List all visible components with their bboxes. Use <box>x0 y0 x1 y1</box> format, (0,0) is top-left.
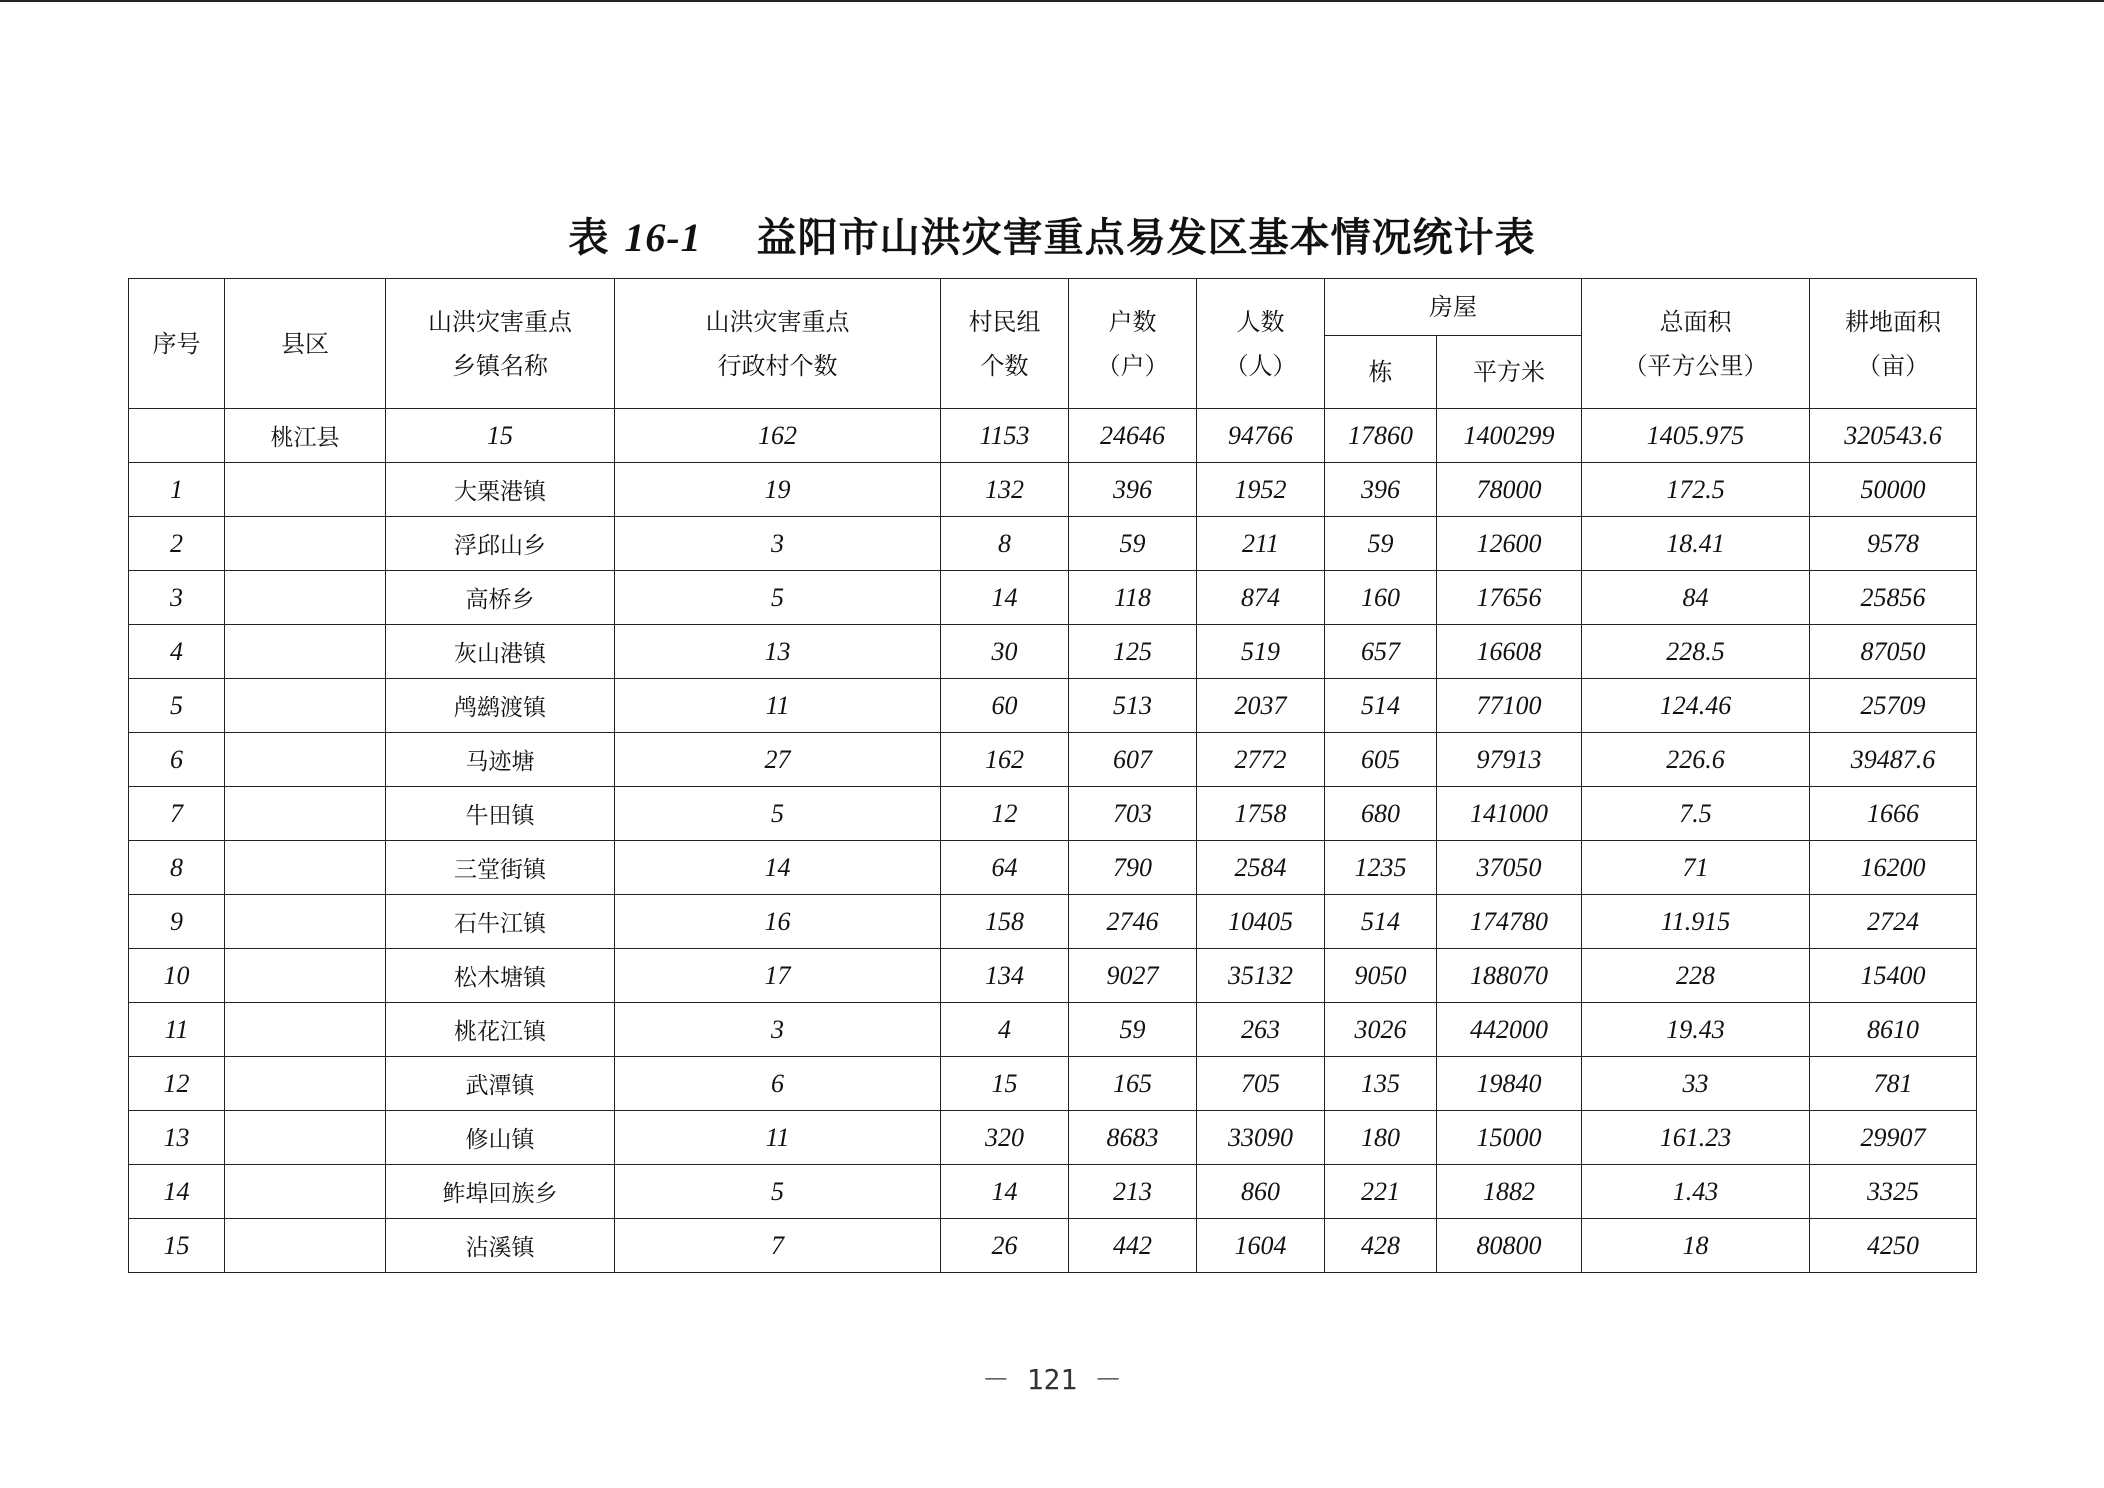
cell-villages: 162 <box>615 409 941 463</box>
cell-county <box>225 517 386 571</box>
header-groups <box>941 279 1069 409</box>
cell-households: 607 <box>1069 733 1197 787</box>
header-groups-line2: 个数 <box>980 351 1029 380</box>
cell-seq: 2 <box>129 517 225 571</box>
cell-buildings: 514 <box>1325 679 1437 733</box>
cell-population: 860 <box>1197 1165 1325 1219</box>
cell-seq: 4 <box>129 625 225 679</box>
cell-seq: 9 <box>129 895 225 949</box>
cell-county <box>225 625 386 679</box>
cell-villages: 5 <box>615 787 941 841</box>
header-population-line2: （人） <box>1224 351 1297 380</box>
cell-area: 33 <box>1582 1057 1810 1111</box>
cell-farmland: 1666 <box>1810 787 1977 841</box>
cell-households: 165 <box>1069 1057 1197 1111</box>
cell-villages: 11 <box>615 679 941 733</box>
header-area <box>1582 279 1810 409</box>
table-row <box>129 517 1977 571</box>
cell-households: 9027 <box>1069 949 1197 1003</box>
header-farmland-line2: （亩） <box>1857 351 1929 380</box>
cell-buildings: 657 <box>1325 625 1437 679</box>
header-area-line1: 总面积 <box>1659 307 1732 336</box>
cell-area: 1405.975 <box>1582 409 1810 463</box>
cell-households: 790 <box>1069 841 1197 895</box>
header-village-count-line1: 山洪灾害重点 <box>705 307 850 336</box>
cell-county <box>225 841 386 895</box>
cell-sqm: 188070 <box>1437 949 1582 1003</box>
cell-population: 33090 <box>1197 1111 1325 1165</box>
cell-households: 118 <box>1069 571 1197 625</box>
cell-villages: 3 <box>615 1003 941 1057</box>
cell-town: 松木塘镇 <box>386 949 615 1003</box>
cell-villages: 16 <box>615 895 941 949</box>
cell-sqm: 1400299 <box>1437 409 1582 463</box>
cell-villages: 19 <box>615 463 941 517</box>
cell-county <box>225 1003 386 1057</box>
cell-population: 35132 <box>1197 949 1325 1003</box>
cell-area: 7.5 <box>1582 787 1810 841</box>
cell-population: 1604 <box>1197 1219 1325 1273</box>
cell-groups: 14 <box>941 1165 1069 1219</box>
cell-county <box>225 1219 386 1273</box>
cell-town: 马迹塘 <box>386 733 615 787</box>
table-row <box>129 949 1977 1003</box>
cell-buildings: 1235 <box>1325 841 1437 895</box>
cell-area: 1.43 <box>1582 1165 1810 1219</box>
cell-population: 1758 <box>1197 787 1325 841</box>
cell-county <box>225 733 386 787</box>
cell-town: 大栗港镇 <box>386 463 615 517</box>
cell-town: 石牛江镇 <box>386 895 615 949</box>
cell-area: 226.6 <box>1582 733 1810 787</box>
cell-seq: 8 <box>129 841 225 895</box>
cell-population: 705 <box>1197 1057 1325 1111</box>
cell-buildings: 135 <box>1325 1057 1437 1111</box>
cell-households: 59 <box>1069 1003 1197 1057</box>
cell-groups: 30 <box>941 625 1069 679</box>
cell-seq: 14 <box>129 1165 225 1219</box>
cell-town: 三堂街镇 <box>386 841 615 895</box>
cell-population: 2584 <box>1197 841 1325 895</box>
cell-buildings: 180 <box>1325 1111 1437 1165</box>
cell-county <box>225 895 386 949</box>
cell-farmland: 29907 <box>1810 1111 1977 1165</box>
header-housing-sqm-label: 平方米 <box>1473 358 1545 386</box>
cell-groups: 320 <box>941 1111 1069 1165</box>
cell-seq: 7 <box>129 787 225 841</box>
cell-county <box>225 571 386 625</box>
cell-town: 鸬鹚渡镇 <box>386 679 615 733</box>
cell-groups: 15 <box>941 1057 1069 1111</box>
cell-groups: 132 <box>941 463 1069 517</box>
cell-households: 513 <box>1069 679 1197 733</box>
cell-county <box>225 949 386 1003</box>
header-town-name-line1: 山洪灾害重点 <box>428 307 572 336</box>
cell-households: 213 <box>1069 1165 1197 1219</box>
cell-sqm: 15000 <box>1437 1111 1582 1165</box>
cell-town: 15 <box>386 409 615 463</box>
table-body <box>129 409 1977 1273</box>
cell-households: 2746 <box>1069 895 1197 949</box>
cell-villages: 5 <box>615 571 941 625</box>
cell-groups: 26 <box>941 1219 1069 1273</box>
table-row <box>129 733 1977 787</box>
cell-sqm: 19840 <box>1437 1057 1582 1111</box>
cell-seq: 15 <box>129 1219 225 1273</box>
table-title-label: 表 <box>568 214 610 261</box>
table-row <box>129 625 1977 679</box>
cell-groups: 158 <box>941 895 1069 949</box>
cell-sqm: 17656 <box>1437 571 1582 625</box>
cell-farmland: 25856 <box>1810 571 1977 625</box>
cell-county <box>225 787 386 841</box>
cell-sqm: 37050 <box>1437 841 1582 895</box>
cell-sqm: 141000 <box>1437 787 1582 841</box>
cell-villages: 14 <box>615 841 941 895</box>
cell-area: 18.41 <box>1582 517 1810 571</box>
cell-sqm: 1882 <box>1437 1165 1582 1219</box>
cell-county <box>225 679 386 733</box>
cell-villages: 5 <box>615 1165 941 1219</box>
cell-population: 263 <box>1197 1003 1325 1057</box>
cell-farmland: 2724 <box>1810 895 1977 949</box>
header-households-line1: 户数 <box>1108 307 1157 336</box>
top-rule <box>0 0 2104 2</box>
cell-villages: 17 <box>615 949 941 1003</box>
header-village-count <box>615 279 941 409</box>
cell-farmland: 50000 <box>1810 463 1977 517</box>
cell-population: 211 <box>1197 517 1325 571</box>
header-households-line2: （户） <box>1096 351 1169 380</box>
cell-seq: 11 <box>129 1003 225 1057</box>
table-row <box>129 1219 1977 1273</box>
header-households <box>1069 279 1197 409</box>
cell-town: 鲊埠回族乡 <box>386 1165 615 1219</box>
cell-seq: 10 <box>129 949 225 1003</box>
cell-area: 161.23 <box>1582 1111 1810 1165</box>
cell-farmland: 16200 <box>1810 841 1977 895</box>
cell-groups: 134 <box>941 949 1069 1003</box>
header-town-name <box>386 279 615 409</box>
table-row <box>129 787 1977 841</box>
cell-buildings: 3026 <box>1325 1003 1437 1057</box>
cell-area: 11.915 <box>1582 895 1810 949</box>
cell-farmland: 8610 <box>1810 1003 1977 1057</box>
cell-sqm: 16608 <box>1437 625 1582 679</box>
cell-sqm: 80800 <box>1437 1219 1582 1273</box>
table-title-text: 益阳市山洪灾害重点易发区基本情况统计表 <box>756 214 1536 261</box>
cell-farmland: 781 <box>1810 1057 1977 1111</box>
cell-households: 125 <box>1069 625 1197 679</box>
cell-buildings: 59 <box>1325 517 1437 571</box>
cell-buildings: 17860 <box>1325 409 1437 463</box>
header-housing-buildings <box>1325 336 1437 409</box>
cell-villages: 27 <box>615 733 941 787</box>
cell-buildings: 514 <box>1325 895 1437 949</box>
cell-groups: 162 <box>941 733 1069 787</box>
cell-households: 59 <box>1069 517 1197 571</box>
cell-groups: 14 <box>941 571 1069 625</box>
header-seq-label: 序号 <box>152 329 201 358</box>
table-row <box>129 463 1977 517</box>
table-title-number: 16-1 <box>624 215 702 260</box>
table-row <box>129 679 1977 733</box>
cell-households: 396 <box>1069 463 1197 517</box>
cell-sqm: 442000 <box>1437 1003 1582 1057</box>
header-county-label: 县区 <box>281 329 329 358</box>
table-row <box>129 1111 1977 1165</box>
table-title <box>0 208 2104 268</box>
cell-villages: 6 <box>615 1057 941 1111</box>
cell-farmland: 320543.6 <box>1810 409 1977 463</box>
cell-town: 武潭镇 <box>386 1057 615 1111</box>
table-row <box>129 1003 1977 1057</box>
table-row <box>129 571 1977 625</box>
cell-town: 桃花江镇 <box>386 1003 615 1057</box>
cell-seq <box>129 409 225 463</box>
cell-groups: 8 <box>941 517 1069 571</box>
cell-population: 874 <box>1197 571 1325 625</box>
cell-buildings: 605 <box>1325 733 1437 787</box>
cell-seq: 6 <box>129 733 225 787</box>
header-housing-buildings-label: 栋 <box>1368 358 1393 386</box>
cell-county <box>225 463 386 517</box>
cell-town: 修山镇 <box>386 1111 615 1165</box>
cell-villages: 13 <box>615 625 941 679</box>
cell-buildings: 428 <box>1325 1219 1437 1273</box>
cell-area: 228.5 <box>1582 625 1810 679</box>
page-number: － 121 － <box>981 1363 1123 1396</box>
cell-households: 703 <box>1069 787 1197 841</box>
header-groups-line1: 村民组 <box>968 307 1041 336</box>
cell-sqm: 97913 <box>1437 733 1582 787</box>
header-area-line2: （平方公里） <box>1623 351 1768 380</box>
cell-groups: 4 <box>941 1003 1069 1057</box>
cell-town: 浮邱山乡 <box>386 517 615 571</box>
cell-area: 19.43 <box>1582 1003 1810 1057</box>
cell-seq: 1 <box>129 463 225 517</box>
header-housing-sqm <box>1437 336 1582 409</box>
cell-farmland: 3325 <box>1810 1165 1977 1219</box>
cell-buildings: 221 <box>1325 1165 1437 1219</box>
header-population-line1: 人数 <box>1236 307 1285 336</box>
cell-buildings: 9050 <box>1325 949 1437 1003</box>
cell-population: 10405 <box>1197 895 1325 949</box>
header-seq <box>129 279 225 409</box>
cell-sqm: 12600 <box>1437 517 1582 571</box>
cell-groups: 64 <box>941 841 1069 895</box>
cell-seq: 3 <box>129 571 225 625</box>
cell-seq: 13 <box>129 1111 225 1165</box>
cell-population: 94766 <box>1197 409 1325 463</box>
cell-buildings: 396 <box>1325 463 1437 517</box>
cell-county <box>225 1057 386 1111</box>
cell-area: 18 <box>1582 1219 1810 1273</box>
cell-buildings: 680 <box>1325 787 1437 841</box>
table-row <box>129 841 1977 895</box>
table-row <box>129 409 1977 463</box>
cell-county: 桃江县 <box>225 409 386 463</box>
table-row <box>129 1057 1977 1111</box>
cell-households: 24646 <box>1069 409 1197 463</box>
cell-farmland: 9578 <box>1810 517 1977 571</box>
cell-area: 228 <box>1582 949 1810 1003</box>
cell-county <box>225 1165 386 1219</box>
cell-population: 519 <box>1197 625 1325 679</box>
cell-town: 高桥乡 <box>386 571 615 625</box>
cell-seq: 12 <box>129 1057 225 1111</box>
table-row <box>129 1165 1977 1219</box>
cell-town: 沾溪镇 <box>386 1219 615 1273</box>
statistics-table <box>128 278 1977 1273</box>
table-row <box>129 895 1977 949</box>
cell-area: 71 <box>1582 841 1810 895</box>
cell-sqm: 77100 <box>1437 679 1582 733</box>
cell-sqm: 174780 <box>1437 895 1582 949</box>
header-farmland <box>1810 279 1977 409</box>
cell-groups: 12 <box>941 787 1069 841</box>
cell-households: 8683 <box>1069 1111 1197 1165</box>
header-housing-label: 房屋 <box>1429 293 1477 321</box>
cell-farmland: 87050 <box>1810 625 1977 679</box>
cell-farmland: 25709 <box>1810 679 1977 733</box>
cell-sqm: 78000 <box>1437 463 1582 517</box>
cell-area: 172.5 <box>1582 463 1810 517</box>
header-population <box>1197 279 1325 409</box>
header-county <box>225 279 386 409</box>
cell-villages: 11 <box>615 1111 941 1165</box>
header-village-count-line2: 行政村个数 <box>717 351 838 380</box>
cell-population: 1952 <box>1197 463 1325 517</box>
cell-town: 牛田镇 <box>386 787 615 841</box>
cell-farmland: 15400 <box>1810 949 1977 1003</box>
cell-seq: 5 <box>129 679 225 733</box>
cell-farmland: 39487.6 <box>1810 733 1977 787</box>
cell-area: 84 <box>1582 571 1810 625</box>
header-farmland-line1: 耕地面积 <box>1845 307 1941 336</box>
cell-town: 灰山港镇 <box>386 625 615 679</box>
cell-households: 442 <box>1069 1219 1197 1273</box>
cell-groups: 60 <box>941 679 1069 733</box>
header-housing <box>1325 279 1582 336</box>
cell-population: 2037 <box>1197 679 1325 733</box>
cell-county <box>225 1111 386 1165</box>
cell-villages: 7 <box>615 1219 941 1273</box>
cell-area: 124.46 <box>1582 679 1810 733</box>
header-town-name-line2: 乡镇名称 <box>452 351 548 380</box>
cell-villages: 3 <box>615 517 941 571</box>
cell-buildings: 160 <box>1325 571 1437 625</box>
cell-population: 2772 <box>1197 733 1325 787</box>
cell-groups: 1153 <box>941 409 1069 463</box>
cell-farmland: 4250 <box>1810 1219 1977 1273</box>
